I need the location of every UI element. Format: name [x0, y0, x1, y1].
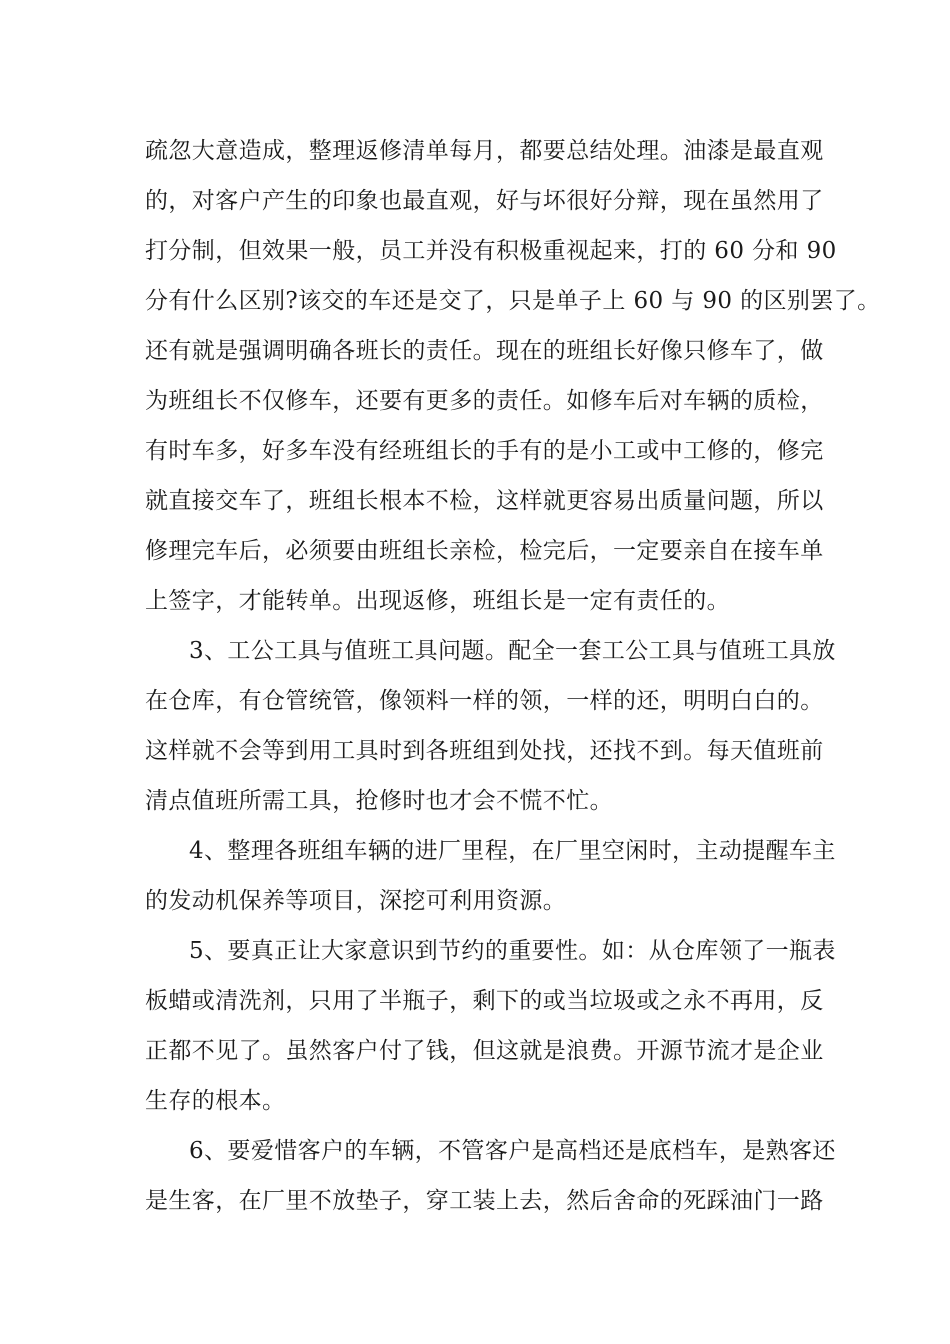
text-line: 在仓库，有仓管统管，像领料一样的领，一样的还，明明白白的。	[145, 688, 824, 714]
text-line: 清点值班所需工具，抢修时也才会不慌不忙。	[145, 788, 613, 814]
text-line: 就直接交车了，班组长根本不检，这样就更容易出质量问题，所以	[145, 488, 824, 514]
paragraph-5-start: 5、要真正让大家意识到节约的重要性。如：从仓库领了一瓶表	[189, 938, 836, 964]
text-line: 打分制，但效果一般，员工并没有积极重视起来，打的 60 分和 90	[145, 238, 837, 264]
text-line: 分有什么区别?该交的车还是交了，只是单子上 60 与 90 的区别罢了。	[145, 288, 881, 314]
text-line: 是生客，在厂里不放垫子，穿工装上去，然后舍命的死踩油门一路	[145, 1188, 824, 1214]
text-line: 还有就是强调明确各班长的责任。现在的班组长好像只修车了，做	[145, 338, 824, 364]
paragraph-3-start: 3、工公工具与值班工具问题。配全一套工公工具与值班工具放	[189, 638, 836, 664]
text-line: 上签字，才能转单。出现返修，班组长是一定有责任的。	[145, 588, 730, 614]
text-line: 的发动机保养等项目，深挖可利用资源。	[145, 888, 567, 914]
paragraph-6-start: 6、要爱惜客户的车辆，不管客户是高档还是底档车，是熟客还	[189, 1138, 836, 1164]
text-line: 有时车多，好多车没有经班组长的手有的是小工或中工修的，修完	[145, 438, 824, 464]
text-line: 疏忽大意造成，整理返修清单每月，都要总结处理。油漆是最直观	[145, 138, 824, 164]
text-line: 板蜡或清洗剂，只用了半瓶子，剩下的或当垃圾或之永不再用，反	[145, 988, 824, 1014]
text-line: 正都不见了。虽然客户付了钱，但这就是浪费。开源节流才是企业	[145, 1038, 824, 1064]
text-line: 为班组长不仅修车，还要有更多的责任。如修车后对车辆的质检，	[145, 388, 824, 414]
paragraph-4-start: 4、整理各班组车辆的进厂里程，在厂里空闲时，主动提醒车主	[189, 838, 836, 864]
text-line: 这样就不会等到用工具时到各班组到处找，还找不到。每天值班前	[145, 738, 824, 764]
text-line: 生存的根本。	[145, 1088, 286, 1114]
text-line: 的，对客户产生的印象也最直观，好与坏很好分辩，现在虽然用了	[145, 188, 824, 214]
text-line: 修理完车后，必须要由班组长亲检，检完后，一定要亲自在接车单	[145, 538, 824, 564]
